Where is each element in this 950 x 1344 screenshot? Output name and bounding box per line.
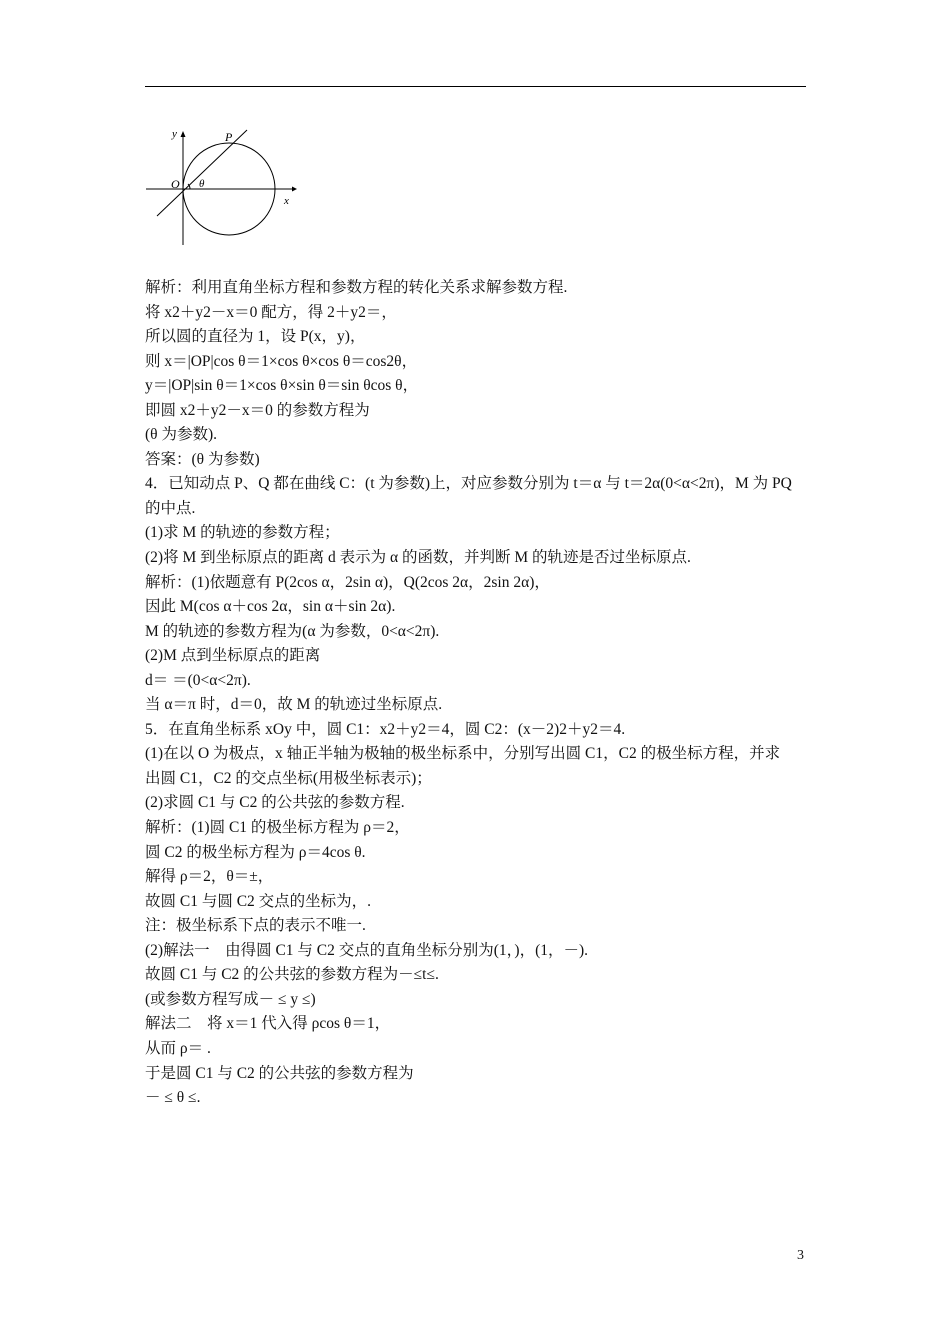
text-line: 出圆 C1，C2 的交点坐标(用极坐标表示)； <box>145 769 432 787</box>
text-line: (1)求 M 的轨迹的参数方程； <box>145 524 340 542</box>
text-line: 则 x＝|OP|cos θ＝1×cos θ×cos θ＝cos2θ， <box>145 352 418 370</box>
text-line: － ≤ θ ≤. <box>145 1089 201 1107</box>
text-line: 于是圆 C1 与 C2 的公共弦的参数方程为 <box>145 1064 414 1082</box>
label-p: P <box>225 130 233 144</box>
text-line: 解析：(1)圆 C1 的极坐标方程为 ρ＝2， <box>145 819 410 837</box>
text-line: 从而 ρ＝ . <box>145 1039 211 1057</box>
page-number: 3 <box>797 1248 804 1263</box>
text-line: 解析：(1)依题意有 P(2cos α，2sin α)，Q(2cos 2α，2sin 2α)， <box>145 573 550 591</box>
label-theta: θ <box>199 178 205 190</box>
header-rule <box>145 86 806 87</box>
text-line: 故圆 C1 与圆 C2 交点的坐标为，. <box>145 892 372 910</box>
text-line: 解析：利用直角坐标方程和参数方程的转化关系求解参数方程. <box>145 279 568 296</box>
text-line: M 的轨迹的参数方程为(α 为参数，0<α<2π). <box>145 622 440 640</box>
question-5: 5．在直角坐标系 xOy 中，圆 C1：x2＋y2＝4，圆 C2：(x－2)2＋y2＝4. <box>145 720 626 738</box>
text-line: 即圆 x2＋y2－x＝0 的参数方程为 <box>145 401 370 419</box>
document-body <box>145 276 810 1111</box>
text-line: y＝|OP|sin θ＝1×cos θ×sin θ＝sin θcos θ， <box>145 377 419 395</box>
text-line: (θ 为参数). <box>145 426 217 444</box>
text-line: 当 α＝π 时，d＝0，故 M 的轨迹过坐标原点. <box>145 696 443 714</box>
text-line: (或参数方程写成－ ≤ y ≤) <box>145 990 316 1008</box>
text-line: 的中点. <box>145 499 196 517</box>
line-op <box>157 130 247 216</box>
text-line: 因此 M(cos α＋cos 2α，sin α＋sin 2α). <box>145 598 396 616</box>
text-line: (2)求圆 C1 与 C2 的公共弦的参数方程. <box>145 794 405 812</box>
x-axis-arrow <box>292 187 297 192</box>
question-4: 4．已知动点 P、Q 都在曲线 C：(t 为参数)上，对应参数分别为 t＝α 与 t＝2α(0<α<2π)，M 为 PQ <box>145 475 792 493</box>
text-line: 故圆 C1 与 C2 的公共弦的参数方程为－≤t≤. <box>145 966 439 984</box>
text-line: 圆 C2 的极坐标方程为 ρ＝4cos θ. <box>145 843 366 861</box>
text-line: d＝ ＝(0<α<2π). <box>145 671 251 689</box>
text-line: 注：极坐标系下点的表示不唯一. <box>145 917 366 935</box>
label-x: x <box>284 195 289 207</box>
label-y: y <box>172 128 177 140</box>
text-line: 解得 ρ＝2，θ＝±， <box>145 868 274 886</box>
text-line: 所以圆的直径为 1，设 P(x，y)， <box>145 328 366 346</box>
text-line: (1)在以 O 为极点，x 轴正半轴为极轴的极坐标系中，分别写出圆 C1，C2 的极坐标方程，并求 <box>145 745 781 763</box>
text-line: 将 x2＋y2－x＝0 配方，得 2＋y2＝， <box>145 303 397 321</box>
label-o: O <box>171 177 180 191</box>
answer-line: 答案：(θ 为参数) <box>145 450 260 468</box>
circle-diagram <box>140 120 300 248</box>
text-line: (2)M 点到坐标原点的距离 <box>145 647 321 665</box>
y-axis-arrow <box>181 131 186 137</box>
text-line: (2)将 M 到坐标原点的距离 d 表示为 α 的函数，并判断 M 的轨迹是否过坐标原点. <box>145 549 691 567</box>
text-line: (2)解法一 由得圆 C1 与 C2 交点的直角坐标分别为(1，)，(1，－). <box>145 941 589 959</box>
text-line: 解法二 将 x＝1 代入得 ρcos θ＝1， <box>145 1015 391 1033</box>
